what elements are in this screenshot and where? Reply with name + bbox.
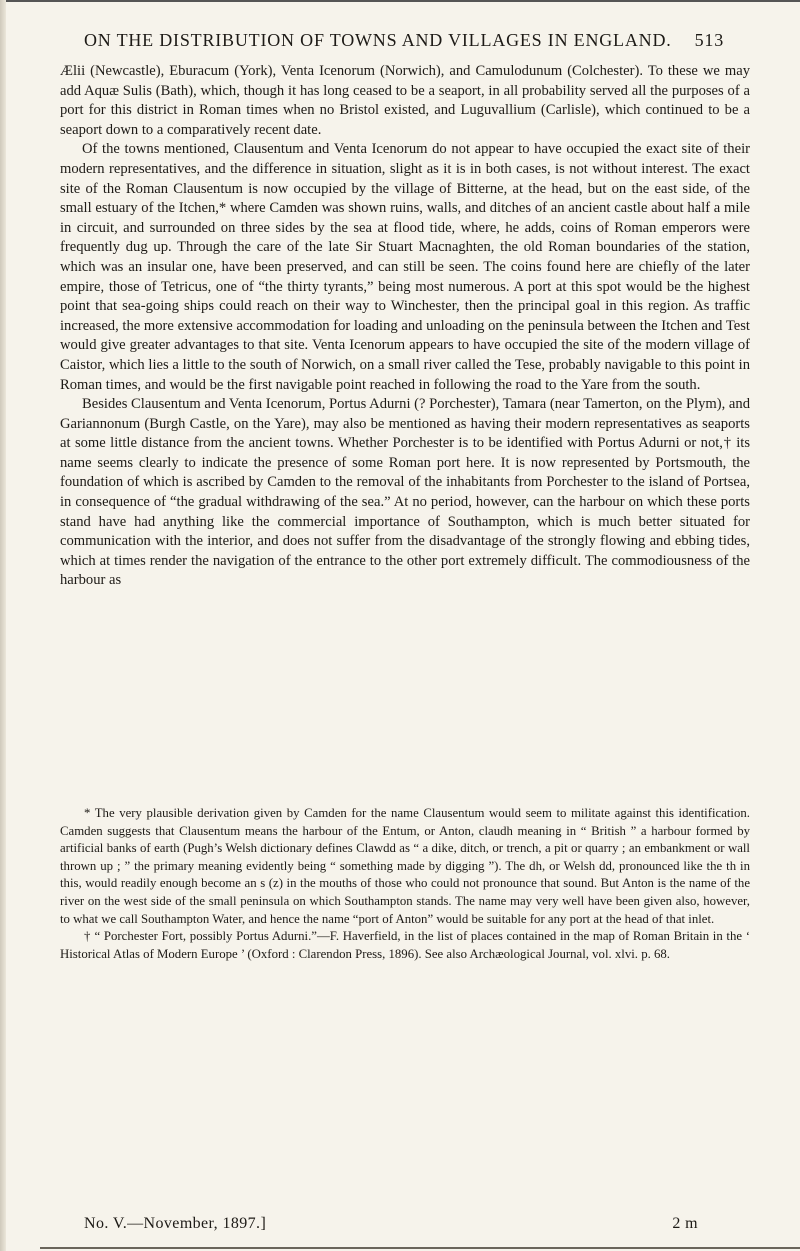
main-text xyxy=(60,62,750,591)
footnote: * The very plausible derivation given by Camden for the name Clausentum would seem to militate against this identification. Camden suggests that Clausentum means the harbour of the Entum, or Anton, claudh meaning in “ British ” a harbour formed by artificial banks of earth (Pugh’s Welsh dictionary defines Clawdd as “ a dike, ditch, or trench, a pit or quarry ; an embankment or wall thrown up ; ” the primary meaning evidently being “ something made by digging ”). The dh, or Welsh dd, pronounced like the th in this, would readily enough become an s (z) in the mouths of those who could not pronounce that sound. But Anton is the name of the river on the west side of the small peninsula on which Southampton stands. The name may very well have been given also, however, to what we call Southampton Water, and hence the name “port of Anton” would be suitable for any port at the head of that inlet. xyxy=(60,806,750,926)
page-gutter-shadow xyxy=(0,0,6,1251)
page-footer xyxy=(84,1215,698,1233)
signature-mark: 2 m xyxy=(672,1215,698,1232)
paragraph: Besides Clausentum and Venta Icenorum, Portus Adurni (? Porchester), Tamara (near Tamerton, on the Plym), and Gariannonum (Burgh Castle, on the Yare), may also be mentioned as having their modern representatives as seaports at some little distance from the ancient towns. Whether Porchester is to be identified with Portus Adurni or not,† its name seems clearly to indicate the presence of some Roman port here. It is now represented by Portsmouth, the foundation of which is ascribed by Camden to the removal of the inhabitants from Porchester to the island of Portsea, in consequence of “the gradual withdrawing of the sea.” At no period, however, can the harbour on which these ports stand have had anything like the commercial importance of Southampton, which is much better situated for communication with the interior, and does not suffer from the disadvantage of the strongly flowing and ebbing tides, which at times render the navigation of the entrance to the other port extremely difficult. The commodiousness of the harbour as xyxy=(60,396,750,589)
footnotes xyxy=(60,805,750,963)
paragraph: Ælii (Newcastle), Eburacum (York), Venta Icenorum (Norwich), and Camulodunum (Colchester). To these we may add Aquæ Sulis (Bath), which, though it has long ceased to be a seaport, in all probability served all the purposes of a port for this district in Roman times when no Bristol existed, and Luguvallium (Carlisle), which continued to be a seaport down to a comparatively recent date. xyxy=(60,63,750,138)
issue-line: No. V.—November, 1897.] xyxy=(84,1215,267,1232)
footnote: † “ Porchester Fort, possibly Portus Adurni.”—F. Haverfield, in the list of places contained in the map of Roman Britain in the ‘ Historical Atlas of Modern Europe ’ (Oxford : Clarendon Press, 1896). See also Archæological Journal, vol. xlvi. p. 68. xyxy=(60,929,750,961)
bottom-border xyxy=(40,1247,800,1249)
running-title: ON THE DISTRIBUTION OF TOWNS AND VILLAGES IN ENGLAND. xyxy=(84,30,672,50)
top-border xyxy=(0,0,800,2)
running-header xyxy=(84,30,724,51)
page-number: 513 xyxy=(694,30,724,50)
paragraph: Of the towns mentioned, Clausentum and Venta Icenorum do not appear to have occupied the exact site of their modern representatives, and the difference in situation, slight as it is in both cases, is not without interest. The exact site of the Roman Clausentum is now occupied by the village of Bitterne, at the head, but on the east side, of the small estuary of the Itchen,* where Camden was shown ruins, walls, and ditches of an ancient castle about half a mile in circuit, and surrounded on three sides by the sea at flood tide, where, he adds, coins of Roman emperors were frequently dug up. Through the care of the late Sir Stuart Macnaghten, the old Roman boundaries of the station, which was an insular one, have been preserved, and can still be seen. The coins found here are chiefly of the later empire, those of Tetricus, one of “the thirty tyrants,” being most numerous. A port at this spot would be the highest point that sea-going ships could reach on their way to Winchester, then the principal goal in this region. As traffic increased, the more extensive accommodation for loading and unloading on the peninsula between the Itchen and Test would give greater advantages to that site. Venta Icenorum appears to have occupied the site of the modern village of Caistor, which lies a little to the south of Norwich, on a small river called the Tese, probably navigable to this point in Roman times, and would be the first navigable point reached in following the road to the Yare from the south. xyxy=(60,141,750,393)
